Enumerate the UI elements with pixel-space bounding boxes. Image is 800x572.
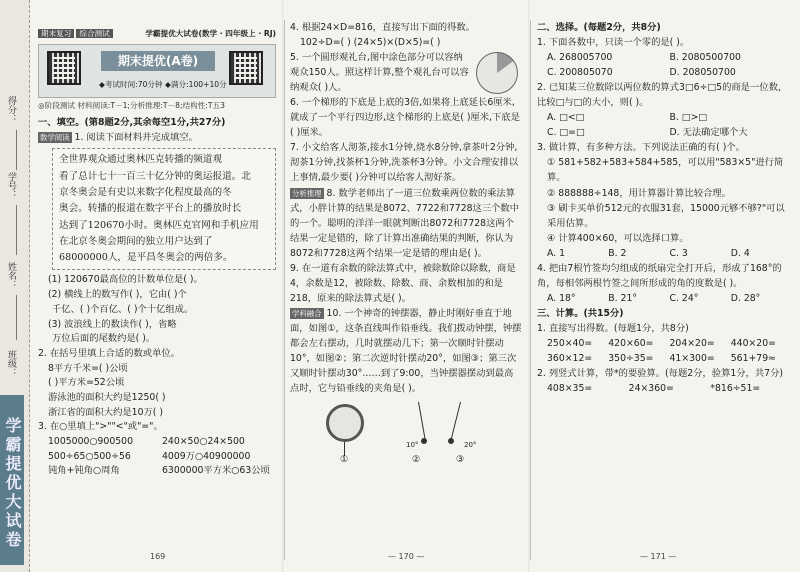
option: D. 208050700 xyxy=(669,67,736,79)
column-1 xyxy=(38,116,276,479)
exam-banner xyxy=(38,44,276,98)
option: B. 2080500700 xyxy=(669,52,741,64)
choice-3-item: ③ 刷卡买单价512元的衣服31套，15000元够不够?"可以采用估算。 xyxy=(547,202,785,229)
option: D. 无法确定哪个大 xyxy=(669,127,748,139)
page-fold xyxy=(282,0,284,572)
page-fold xyxy=(528,0,530,572)
option: C. 200805070 xyxy=(547,67,613,79)
calc-item: 561+79≈ xyxy=(730,353,776,365)
option: D. 4 xyxy=(730,247,750,259)
angle-label: 10° xyxy=(406,441,419,450)
pendulum-bob xyxy=(421,438,427,444)
exam-title: 期末提优(A卷) xyxy=(101,51,215,71)
choice-3-item: ② 888888÷148，用计算器计算比较合理。 xyxy=(547,187,731,199)
question-2-1: 8平方千米=( )公顷 xyxy=(48,362,128,374)
column-2 xyxy=(284,20,522,560)
question-1-3: (3) 波浪线上的数读作( )，省略 xyxy=(48,318,177,330)
tag-review: 期末复习 xyxy=(38,29,74,38)
question-2: 2. 在括号里填上合适的数或单位。 xyxy=(38,347,180,359)
compare-item: 1005000○900500 xyxy=(48,436,134,448)
exam-meta: ◆考试时间:70分钟 ◆满分:100+10分 xyxy=(99,80,227,89)
reading-passage xyxy=(52,148,276,270)
calc-item: *816÷51= xyxy=(710,383,761,395)
passage-line: 看了总计七十一百三十亿分钟的奥运报道。北 xyxy=(59,170,251,182)
score-label: 得分： xyxy=(6,96,16,123)
stand-circle-figure xyxy=(476,52,518,94)
calc-item: 420×60= xyxy=(608,337,654,349)
score-line xyxy=(16,130,17,170)
question-7: 7. 小文给客人沏茶,接水1分钟,烧水8分钟,拿茶叶2分钟,沏茶1分钟,找茶杯1分钟,洗茶杯3分钟。小文合理安排以上事情,最少要( )分钟可以给客人沏好茶。 xyxy=(290,142,519,184)
compare-item: 240×50○24×500 xyxy=(162,436,245,448)
option: B. 21° xyxy=(608,292,638,304)
choice-1-options xyxy=(537,50,792,80)
compare-item: 4009万○40900000 xyxy=(162,450,251,462)
calc-item: 440×20= xyxy=(730,337,776,349)
question-3: 3. 在○里填上">""<"或"="。 xyxy=(38,421,163,433)
calc-item: 204×20= xyxy=(669,337,715,349)
student-id-line xyxy=(16,205,17,255)
compare-item: 6300000平方米○63公顷 xyxy=(162,465,270,477)
question-1-1: (1) 120670最高位的计数单位是( )。 xyxy=(48,274,203,286)
page-number: 169 xyxy=(150,552,166,561)
calc-item: 250×40= xyxy=(547,337,593,349)
calc-row xyxy=(537,351,792,366)
choice-3-item: ④ 计算400×60，可以选择口算。 xyxy=(547,232,689,244)
option: A. 18° xyxy=(547,292,576,304)
passage-line: 68000000人，是平昌冬奥会的两倍多。 xyxy=(59,252,233,264)
option: A. 1 xyxy=(547,247,566,259)
brand-strip: 学霸提优大试卷 xyxy=(0,395,24,565)
question-9: 9. 在一道有余数的除法算式中，被除数除以除数，商是4，余数是12，被除数、除数、商、余数相加的和是218，原来的除法算式是( )。 xyxy=(290,262,516,304)
calc-vertical-row xyxy=(537,381,792,396)
qr-code-icon xyxy=(47,51,81,85)
figure-label: ① xyxy=(340,454,349,466)
passage-line: 奥会。转播的报道在数字平台上的播放时长 xyxy=(59,203,242,215)
question-4: 4. 根据24×D=816，直接写出下面的得数。 xyxy=(290,22,475,33)
page-number: — 170 — xyxy=(388,552,425,561)
student-id-label: 学号： xyxy=(6,172,16,199)
pendulum-rod xyxy=(418,402,426,442)
calc-row xyxy=(537,336,792,351)
choice-4-options xyxy=(537,291,792,306)
question-8-text: 8. 数学老师出了一道三位数乘两位数的乘法算式，小胖计算的结果是8072、7722和7728这三个数中的一个。聪明的洋洋一眼就判断出8072和7728这两个结果一定是错的，除了计算出准确结果的判断，你认为8072和7728这两个结果一定是错的理由是( )。 xyxy=(290,187,520,259)
series-title: 学霸提优大试卷(数学 · 四年级上 · RJ) xyxy=(145,29,276,38)
choice-3-options xyxy=(537,246,792,261)
page-number: — 171 — xyxy=(640,552,677,561)
qr-code-icon xyxy=(229,51,263,85)
name-line xyxy=(16,295,17,340)
compare-grid xyxy=(38,435,276,479)
section-choice: 二、选择。(每题2分，共8分) xyxy=(537,22,661,33)
question-4-answers: 102÷D=( ) (24×5)×(D×5)=( ) xyxy=(300,37,441,49)
question-1-2-cont: 千亿、( )个百亿、( )个十亿组成。 xyxy=(52,303,194,315)
question-2-2: ( )平方米=52公顷 xyxy=(48,377,125,389)
option: A. □<□ xyxy=(547,112,585,124)
angle-label: 20° xyxy=(464,441,477,450)
pendulum-bob xyxy=(448,438,454,444)
clock-icon xyxy=(326,404,364,442)
calc-2: 2. 列竖式计算，带*的要验算。(每题2分，验算1分，共7分) xyxy=(537,368,784,380)
calc-1: 1. 直接写出得数。(每题1分，共8分) xyxy=(537,322,689,334)
question-1: 1. 阅读下面材料并完成填空。 xyxy=(74,131,198,143)
question-5-text: 5. 一个圆形观礼台,图中涂色部分可以容纳观众150人。照这样计算,整个观礼台可以容纳观众( )人。 xyxy=(290,52,469,94)
figure-label: ② xyxy=(412,454,421,466)
tag-test: 综合测试 xyxy=(76,29,112,38)
option: D. 28° xyxy=(730,292,761,304)
calc-item: 360×12= xyxy=(547,353,593,365)
passage-line: 京冬奥会是有史以来数字化程度最高的冬 xyxy=(59,186,232,198)
calc-item: 24×360= xyxy=(628,383,674,395)
figure-label: ③ xyxy=(456,454,465,466)
section-fill-blank: 一、填空。(第8题2分,其余每空1分,共27分) xyxy=(38,117,226,128)
passage-line: 在北京冬奥会期间的独立用户达到了 xyxy=(59,235,213,247)
passage-line: 达到了120670小时。奥林匹克官网和手机应用 xyxy=(59,219,259,231)
name-label: 姓名： xyxy=(6,262,16,289)
calc-item: 41×300= xyxy=(669,353,715,365)
calc-item: 350÷35= xyxy=(608,353,654,365)
option: B. 2 xyxy=(608,247,627,259)
passage-line: 全世界观众通过奥林匹克转播的频道观 xyxy=(59,154,223,166)
tag-reading: 数学阅读 xyxy=(40,132,70,142)
pendulum-rod xyxy=(450,402,461,441)
choice-2-options xyxy=(537,110,792,140)
option: A. 268005700 xyxy=(547,52,613,64)
question-1-2: (2) 横线上的数写作( )，它由( )个 xyxy=(48,289,187,301)
column-3 xyxy=(530,20,792,560)
question-5 xyxy=(290,50,522,95)
question-2-3: 游泳池的面积大约是1250( ) xyxy=(48,391,166,403)
question-10 xyxy=(290,306,522,396)
class-label: 班级： xyxy=(6,350,16,377)
section-calculation: 三、计算。(共15分) xyxy=(537,307,624,319)
question-1-3-cont: 万位后面的尾数约是( )。 xyxy=(52,333,156,345)
option: B. □>□ xyxy=(669,112,708,124)
compare-item: 钝角+钝角○周角 xyxy=(48,465,120,477)
option: C. 24° xyxy=(669,292,699,304)
choice-4: 4. 把由7根竹签均匀组成的纸扇完全打开后，形成了168°的角，每相邻两根竹签之间所形成的角的度数是( )。 xyxy=(537,262,782,289)
question-8 xyxy=(290,186,522,261)
question-10-text: 10. 一个神奇的钟摆器，静止时刚好垂直于地面，如图①，这条直线叫作铅垂线。我们拨动钟摆，钟摆都会左右摆动，几时就摆动几下；第一次顺时针摆动10°，如图②；第二次逆时针摆动20°，如图③；第三次又顺时针摆动30°……到了9:00，当钟摆器摆动到最高点时，它与铅垂线的夹角是( )。 xyxy=(290,307,522,395)
choice-2: 2. 已知某三位数除以两位数的算式3□6÷□5的商是一位数，比较□与□的大小，则( )。 xyxy=(537,82,788,109)
choice-3: 3. 做计算，有多种方法。下列说法正确的有( )个。 xyxy=(537,142,745,154)
question-2-4: 浙江省的面积大约是10万( ) xyxy=(48,406,164,418)
calc-item: 408×35= xyxy=(547,383,593,395)
tag-analysis: 分析推理 xyxy=(292,188,322,198)
choice-1: 1. 下面各数中，只读一个零的是( )。 xyxy=(537,37,690,49)
question-6: 6. 一个梯形的下底是上底的3倍,如果将上底延长6厘米,就成了一个平行四边形,这个梯形的上底是( )厘米,下底是( )厘米。 xyxy=(290,97,520,139)
option: C. 3 xyxy=(669,247,688,259)
compare-item: 500÷65○500÷56 xyxy=(48,450,131,462)
option: C. □=□ xyxy=(547,127,585,139)
choice-3-item: ① 581+582+583+584+585，可以用"583×5"进行简算。 xyxy=(547,157,784,184)
series-bar xyxy=(38,28,276,40)
question-legend: ◎阶段测试 材料阅读:T－1;分析推理:T－8;结构性:T五3 xyxy=(38,101,225,110)
tag-integration: 学科融合 xyxy=(292,308,322,318)
pendulum-figures xyxy=(290,400,522,464)
